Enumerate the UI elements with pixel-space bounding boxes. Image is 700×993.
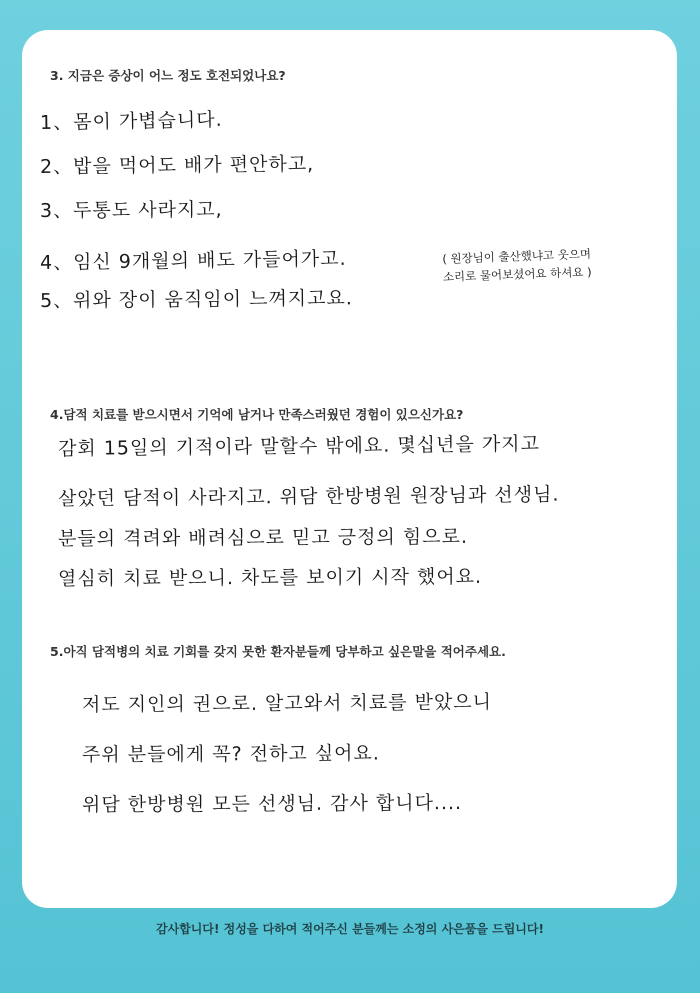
question-4: 4.담적 치료를 받으시면서 기억에 남거나 만족스러웠던 경험이 있으신가요? [50, 407, 464, 422]
answer-4-line-4: 열심히 치료 받으니. 차도를 보이기 시작 했어요. [57, 565, 483, 590]
answer-3-line-5: 5、위와 장이 움직임이 느껴지고요. [39, 287, 353, 312]
answer-5-line-3: 위담 한방병원 모든 선생님. 감사 합니다.... [81, 792, 463, 816]
answer-4-line-1: 감회 15일의 기적이라 말할수 밖에요. 몇십년을 가지고 [57, 432, 540, 460]
footer-thanks: 감사합니다! 정성을 다하여 적어주신 분들께는 소정의 사은품을 드립니다! [156, 922, 544, 936]
answer-3-line-3: 3、두통도 사라지고, [39, 198, 223, 222]
answer-3-line-2: 2、밥을 먹어도 배가 편안하고, [39, 153, 315, 178]
question-5: 5.아직 담적병의 치료 기회를 갖지 못한 환자분들께 당부하고 싶은말을 적어주세요. [50, 644, 506, 659]
answer-4-line-3: 분들의 격려와 배려심으로 믿고 긍정의 힘으로. [57, 525, 469, 550]
answer-3-side-note [442, 245, 592, 286]
answer-5-line-1: 저도 지인의 권으로. 알고와서 치료를 받았으니 [81, 691, 493, 716]
answer-3-line-4: 4、임신 9개월의 배도 가들어가고. [39, 247, 347, 274]
answer-5-line-2: 주위 분들에게 꼭? 전하고 싶어요. [81, 742, 380, 766]
survey-sheet [22, 30, 677, 908]
question-3: 3. 지금은 증상이 어느 정도 호전되었나요? [50, 68, 286, 83]
side-note-line-1: ( 원장님이 출산했냐고 웃으며 [442, 246, 592, 266]
side-note-line-2: 소리로 물어보셨어요 하셔요 ) [442, 264, 592, 284]
answer-4-line-2: 살았던 담적이 사라지고. 위담 한방병원 원장님과 선생님. [57, 483, 560, 510]
answer-3-line-1: 1、몸이 가볍습니다. [39, 108, 223, 134]
